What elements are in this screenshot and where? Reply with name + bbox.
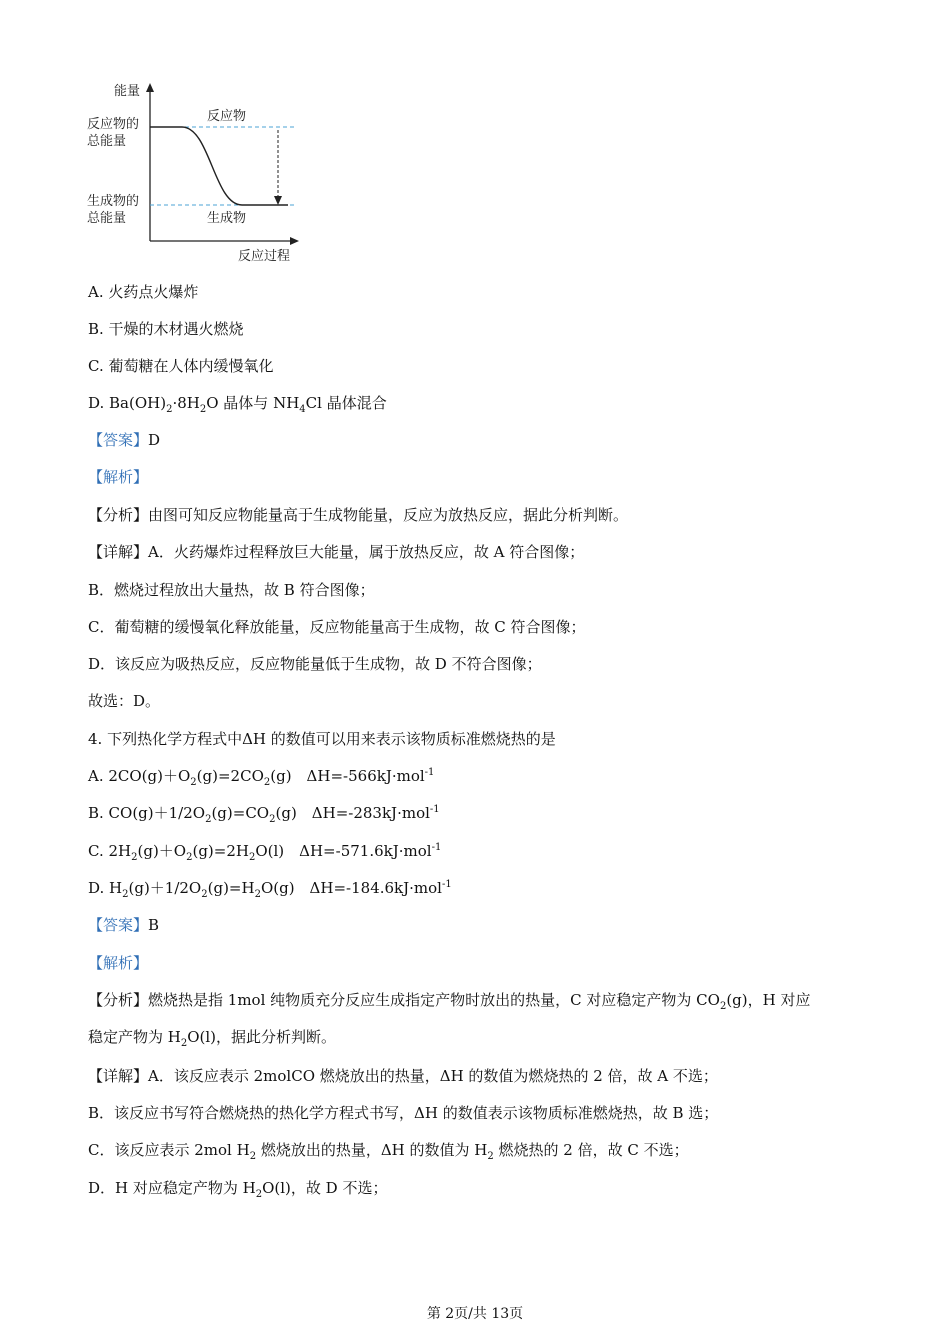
q4-option-b: B. $CO(g)+1/2O_2(g)=CO_2(g)$ ΔH=-283kJ·mol$^{-1}$	[88, 804, 440, 825]
product-energy-label-1: 生成物的	[87, 194, 140, 209]
q3-answer	[88, 430, 160, 450]
q3-option-d: D. $Ba(OH)_2\cdot 8H_2O$ 晶体与 $NH_4Cl$ 晶体混合	[88, 394, 387, 415]
y-axis-arrow	[146, 83, 154, 92]
q4-detail-c: C．该反应表示 2mol $H_2$ 燃烧放出的热量，ΔH 的数值为 $H_2$ 燃烧热的 2 倍，故 C 不选；	[88, 1141, 689, 1162]
energy-diagram-svg	[82, 78, 312, 268]
product-energy-label-2: 总能量	[87, 211, 127, 226]
q4-detail-d: D．H 对应稳定产物为 $H_2O(l)$，故 D 不选；	[88, 1179, 388, 1200]
q4-fenxi-line1: 【分析】燃烧热是指 1mol 纯物质充分反应生成指定产物时放出的热量，C 对应稳定产物为 $CO_2(g)$，H 对应	[88, 991, 811, 1012]
energy-diff-arrowhead	[274, 196, 282, 205]
answer-tag: 【答案】	[88, 431, 149, 449]
q4-option-a: A. $2CO(g)+O_2(g)=2CO_2(g)$ ΔH=-566kJ·mol$^{-1}$	[88, 767, 435, 788]
q3-analysis-tag: 【解析】	[88, 468, 149, 486]
q3-detail-c: C．葡萄糖的缓慢氧化释放能量，反应物能量高于生成物，故 C 符合图像；	[88, 618, 586, 636]
x-axis-label: 反应过程	[238, 249, 291, 264]
y-axis-label: 能量	[114, 84, 141, 99]
q4-detail-b: B．该反应书写符合燃烧热的热化学方程式书写，ΔH 的数值表示该物质标准燃烧热，故 B 选；	[88, 1104, 719, 1122]
reactant-energy-label-1: 反应物的	[87, 117, 140, 132]
reactant-energy-label-2: 总能量	[87, 134, 127, 149]
reactant-label: 反应物	[207, 109, 247, 124]
q4-option-d: D. $H_2(g)+1/2O_2(g)=H_2O(g)$ ΔH=-184.6kJ·mol$^{-1}$	[88, 879, 452, 900]
q4-stem: 4. 下列热化学方程式中ΔH 的数值可以用来表示该物质标准燃烧热的是	[88, 730, 556, 748]
q3-conclusion: 故选：D。	[88, 692, 161, 710]
answer-value: D	[148, 431, 161, 449]
q4-answer	[88, 915, 159, 935]
q3-option-c: C. 葡萄糖在人体内缓慢氧化	[88, 357, 274, 375]
energy-diagram	[82, 78, 312, 268]
q3-fenxi: 【分析】由图可知反应物能量高于生成物能量，反应为放热反应，据此分析判断。	[88, 506, 629, 524]
q4-option-c: C. $2H_2(g)+O_2(g)=2H_2O(l)$ ΔH=-571.6kJ·mol$^{-1}$	[88, 842, 442, 863]
answer-value: B	[148, 916, 160, 934]
x-axis-arrow	[290, 237, 299, 245]
answer-tag: 【答案】	[88, 916, 149, 934]
q3-option-b: B. 干燥的木材遇火燃烧	[88, 320, 244, 338]
q3-detail-b: B．燃烧过程放出大量热，故 B 符合图像；	[88, 581, 375, 599]
q3-option-a: A. 火药点火爆炸	[88, 283, 199, 301]
q4-fenxi-line2: 稳定产物为 $H_2O(l)$，据此分析判断。	[88, 1028, 337, 1049]
q3-detail-a: 【详解】A．火药爆炸过程释放巨大能量，属于放热反应，故 A 符合图像；	[88, 543, 585, 561]
page-footer: 第 2页/共 13页	[426, 1306, 524, 1322]
q4-analysis-tag: 【解析】	[88, 954, 149, 972]
product-label: 生成物	[207, 211, 247, 226]
q3-detail-d: D．该反应为吸热反应，反应物能量低于生成物，故 D 不符合图像；	[88, 655, 542, 673]
energy-curve	[150, 127, 288, 205]
q4-detail-a: 【详解】A．该反应表示 2molCO 燃烧放出的热量，ΔH 的数值为燃烧热的 2 倍，故 A 不选；	[88, 1067, 718, 1085]
